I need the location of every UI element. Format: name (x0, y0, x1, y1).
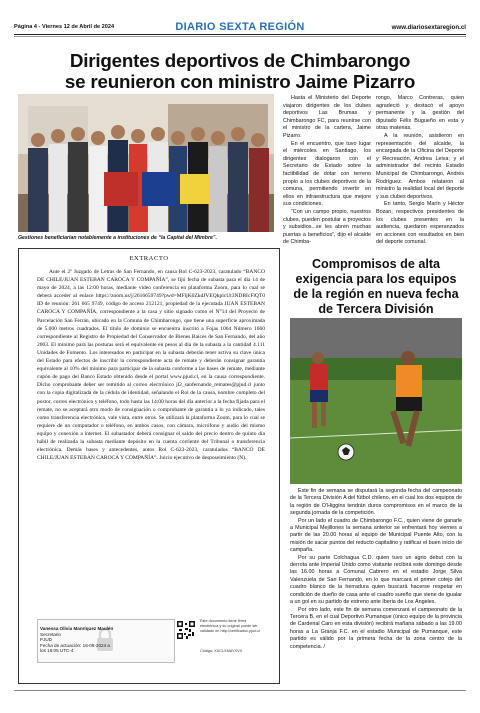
article2-headline-line4: de Tercera División (318, 302, 434, 316)
extract-title: EXTRACTO (129, 255, 169, 262)
group-photo-image (18, 94, 274, 232)
article1-headline-line1: Dirigentes deportivos de Chimbarongo (69, 50, 411, 71)
article1-photo-caption: Gestiones beneficiarían notablemente a instituciones de “la Capital del Mimbre”. (18, 235, 217, 241)
article1-col2-paragraph: rongo, Marco Contreras, quien agradeció y destacó el apoyo permanente y la gestión del diputado Félix Bugueño en esta y otras materias. (376, 95, 464, 132)
article1-col1-paragraph: Hasta el Ministerio del Deporte viajaron dirigentes de los clubes deportivos Las Brumas y Chimbarongo FC, para reunirse con el ministro de la cartera, Jaime Pizarro. (283, 95, 371, 139)
header-divider (14, 34, 466, 35)
signer-role: Secretario (40, 631, 61, 637)
newspaper-name: DIARIO SEXTA REGIÓN (175, 21, 305, 33)
article2-paragraph: Este fin de semana se disputará la segunda fecha del campeonato de la Tercera División A del fútbol chileno, en el cual los dos equipos de la región de O’Higgins tendrán duros compromisos en el marco de la segunda jornada de la competición. (290, 488, 462, 517)
extract-paragraph: Ante el 2º Juzgado de Letras de San Fernando, en causa Rol C-623-2023, caratulado “BANCO DE CHILE/JUAN ESTEBAN CAROCA Y COMPAÑÍA”, se fijó fecha de subasta para el día 14 de mayo de 2024, a las 12:00 horas, mediante video conferencia en plataforma Zoom, para lo cual se deberá acceder al enlace https://zoom.us/j/2616659749?pwd=MFljK0ZkdJVEQkplcUt3NDBIcFlQT0 ID de reunión: 261 665 9749, código de acceso 212121, propiedad de la ejecutada JUAN ESTEBAN CAROCA Y COMPAÑÍA, correspondiente a la casa y sitio signado como el N°14 del Proyecto de Parcelación San Ferrán, ubicado en la Comuna de Chimbarongo, que tiene una superficie aproximada de 5.000 metros cuadrados. El título de dominio se encuentra inscrito a Fojas 1064 Número 1660 correspondiente al Registro de Propiedad del Conservador de Bienes Raíces de San Fernando, del año 2003. El mínimo para las posturas será el equivalente en pesos al día de la subasta a la cantidad 4.111 Unidades de Fomento. Los interesados en participar en la subasta deberán tener activa su clave única del Estado para efectos de inscribir la correspondiente acta de remate y deberán consignar garantía equivalente al 10% del mínimo para participar de la subasta conforme a las bases de remate, mediante cupón de pago del Banco Estado obtenido desde el portal www.pjud.cl, en la causa correspondiente. Dicho comprobante deber ser remitido al correo electrónico jl2_sanfernando_remates@pjud.cl junto con la copia digitalizada de la cédula de identidad, señalando el Rol de la causa, nombre completo del postor, correo electrónico y teléfono, todo hasta las 14:00 horas del día anterior a la fecha fijada para el remate, no se aceptará otro modo de consignación o comprobante de garantía a lo ya indicado, tales como transferencia electrónica, vale vista, entre otros. Se utilizará la plataforma Zoom, para lo cual se requiere de un computador o teléfono, en ambos casos, con cámara, micrófono y audio del mismo equipo y conexión a internet. El subastador deberá consignar el saldo del precio dentro de quinto día hábil de realizada la subasta mediante depósito en la cuenta corriente del Tribunal o transferencia electrónica. Demás bases y antecedentes, autos Rol C-623-2023, caratulados “BANCO DE CHILE/JUAN ESTEBAN CAROCA Y COMPAÑÍA”. Juicio ejecutivo de desposeimiento (N). (37, 269, 265, 462)
signer-name: Vanessa Olivia Manríquez Maulén (40, 626, 114, 631)
article1-col1-paragraph: “Con un campo propio, nuestros clubes, pueden postular a proyectos y subsidios...se les abren muchas puertas a beneficios”, dijo el alcalde de Chimba- (283, 208, 371, 246)
article1-column2 (376, 95, 464, 247)
article2-headline-line1: Compromisos de alta (311, 257, 441, 271)
article2-paragraph: Por su parte Colchagua C.D. quien tuvo un agrio debut con la derrota ante Imperial Unido como visitante recibirá este domingo desde las 16.00 horas a Comunal Cabrero en el estadio Jorge Silva Valenzuela de San Fernando, en lo que marcará el primer cotejo del cuadro blanco de la herradura quien buscará hacerse respetar en condición de dueño de casa ante el cuadro sureño que viene de igualar a un gol en su partido de estreno ante Iberia de Los Ángeles. (290, 554, 462, 606)
article2-paragraph: Por un lado el cuadro de Chimbarongo F.C., quien viene de ganarle a Municipal Mejillones la semana anterior se enfrentará hoy viernes a partir de las 20.00 horas al equipo de Municipal Puente Alto, con la misión de sacar puntos del reducto capitalino y ratificar el buen inicio de campaña. (290, 517, 462, 554)
qr-code-icon (177, 621, 195, 639)
verification-code: Código: XXCLXMAYXVX (200, 649, 243, 653)
signer-date: Fecha de actuación: 16-05-2024 a los 16:05 UTC-4 (40, 642, 110, 654)
article2-body (290, 488, 462, 651)
signer-org: PJUD (40, 637, 52, 643)
article2-headline-line2: exigencia para los equipos (295, 272, 457, 286)
website-url[interactable]: www.diariosextaregion.cl (391, 24, 466, 31)
football-match-image (290, 318, 462, 484)
article2-headline-line3: de la región en nueva fecha (293, 287, 459, 301)
article1-column1 (283, 95, 371, 247)
article2-photo (290, 318, 462, 484)
page-date: Página 4 - Viernes 12 de Abril de 2024 (14, 24, 115, 30)
article1-col2-paragraph: En tanto, Sergio Marín y Héctor Bozan, respectivos presidentes de los clubes presentes en la audiencia, quedaron esperanzados en acciones con resultados en bien del deporte comunal. (376, 201, 464, 246)
header-divider-thin (14, 36, 466, 37)
article1-col2-paragraph: A la reunión, asistieron en representación del alcalde, la encargada de la Oficina del Deporte y Recreación, Andrea Leiva; y el administrador del recinto Estadio Municipal de Chimbarongo, Andrés Rodríguez. Ambos relataron al ministro la realidad local del deporte y sus clubes deportivos. (376, 132, 464, 200)
electronic-signature-box (37, 619, 175, 663)
article2-headline (290, 257, 462, 317)
verification-note: Este documento tiene firma electrónica y su original puede ser validado en http://verificadoc.pjud.cl (200, 619, 261, 633)
footer-divider (14, 690, 466, 691)
article2-paragraph: Por otro lado, este fin de semana comenzará el campeonato de la Tercera B, en el cual Deportivo Pumanque (único equipo de la provincia de Cardenal Caro en esta división) recibirá mañana sábado a las 19.00 horas a La Granja F.C. en el estadio Municipal de Pumanque, este partido es válido por la primera fecha de la zona centro de la competencia. / (290, 606, 462, 650)
extract-body (37, 268, 265, 462)
legal-extract-box (18, 248, 280, 684)
article1-headline-line2: se reunieron con ministro Jaime Pizarro (64, 71, 416, 92)
article1-headline (14, 50, 466, 92)
article1-col1-paragraph: En el encuentro, que tuvo lugar el miércoles en Santiago, los dirigentes dialogaron con el Secretario de Estado sobre la factibilidad de dotar con terreno propio a los clubes deportivos de la comuna, permitiendo invertir en ellos en infraestructura que mejore sus condiciones. (283, 140, 371, 208)
signature-text (40, 626, 113, 654)
article1-photo (18, 94, 274, 232)
